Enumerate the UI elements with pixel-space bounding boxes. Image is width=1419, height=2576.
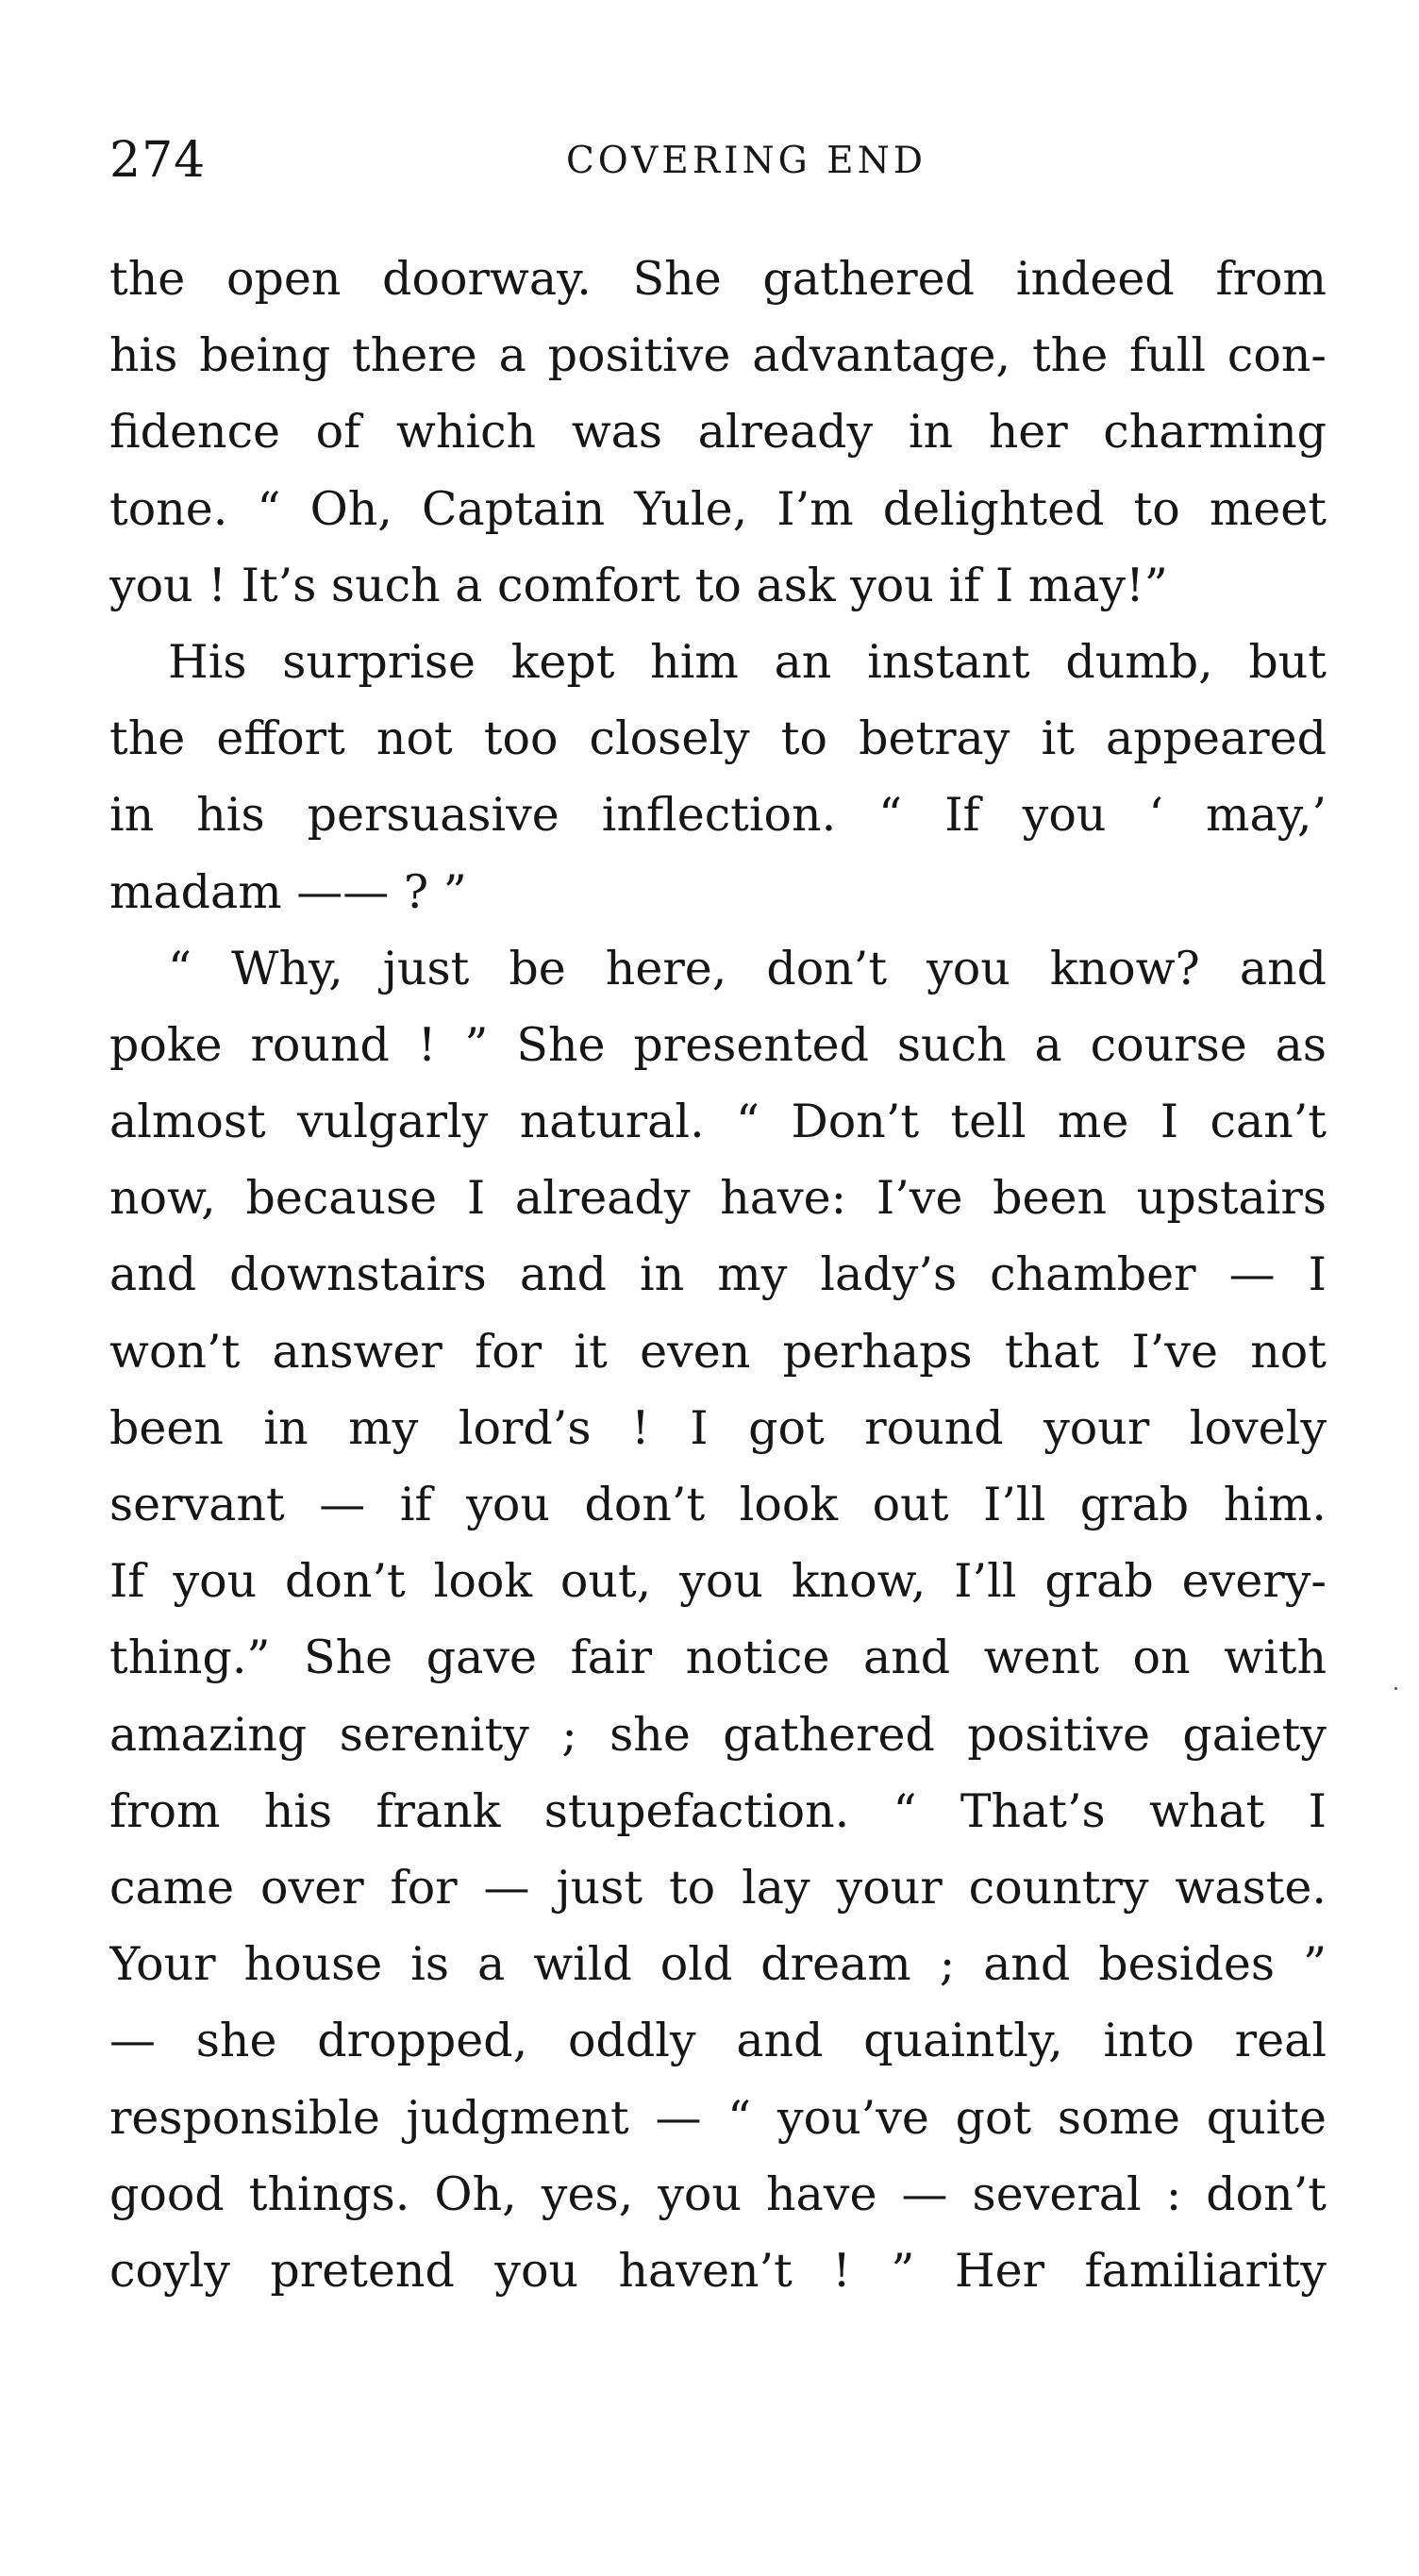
text-line: — she dropped, oddly and quaintly, into real <box>109 2014 1327 2068</box>
text-line: Your house is a wild old dream ; and besides ” <box>109 1937 1327 1992</box>
page-header <box>109 132 1327 189</box>
text-line: amazing serenity ; she gathered positive gaiety <box>109 1707 1327 1762</box>
text-line: tone. “ Oh, Captain Yule, I’m delighted to meet <box>109 481 1327 536</box>
text-line: his being there a positive advantage, the full con- <box>109 328 1327 383</box>
text-line: If you don’t look out, you know, I’ll grab every- <box>109 1554 1327 1609</box>
text-line: good things. Oh, yes, you have — several : don’t <box>109 2166 1327 2221</box>
text-line: “ Why, just be here, don’t you know? and <box>168 941 1327 995</box>
text-line: responsible judgment — “ you’ve got some quite <box>109 2090 1327 2145</box>
text-line: you ! It’s such a comfort to ask you if I may!” <box>109 558 1168 612</box>
text-line: now, because I already have: I’ve been upstairs <box>109 1171 1327 1226</box>
text-line: madam —— ? ” <box>109 864 467 919</box>
body-text <box>109 241 1327 2309</box>
text-line: the effort not too closely to betray it appeared <box>109 711 1327 766</box>
text-line: poke round ! ” She presented such a course as <box>109 1017 1327 1072</box>
page-number: 274 <box>109 132 207 189</box>
text-line: servant — if you don’t look out I’ll grab him. <box>109 1478 1327 1531</box>
text-line: thing.” She gave fair notice and went on with <box>109 1631 1327 1685</box>
text-line: won’t answer for it even perhaps that I’ve not <box>109 1324 1327 1379</box>
text-line: came over for — just to lay your country waste. <box>109 1860 1327 1915</box>
text-line: His surprise kept him an instant dumb, but <box>168 634 1327 689</box>
text-line: been in my lord’s ! I got round your lovely <box>109 1400 1327 1455</box>
text-line: fidence of which was already in her charming <box>109 405 1327 460</box>
text-line: the open doorway. She gathered indeed from <box>109 252 1327 306</box>
text-line: almost vulgarly natural. “ Don’t tell me I can’t <box>109 1095 1327 1149</box>
running-title: COVERING END <box>565 140 927 182</box>
text-line: and downstairs and in my lady’s chamber — I <box>109 1247 1327 1302</box>
text-line: from his frank stupefaction. “ That’s what I <box>109 1783 1327 1838</box>
text-line: in his persuasive inflection. “ If you ‘ may,’ <box>109 788 1327 843</box>
margin-speck <box>1394 1687 1397 1690</box>
text-line: coyly pretend you haven’t ! ” Her familiarity <box>109 2243 1327 2298</box>
